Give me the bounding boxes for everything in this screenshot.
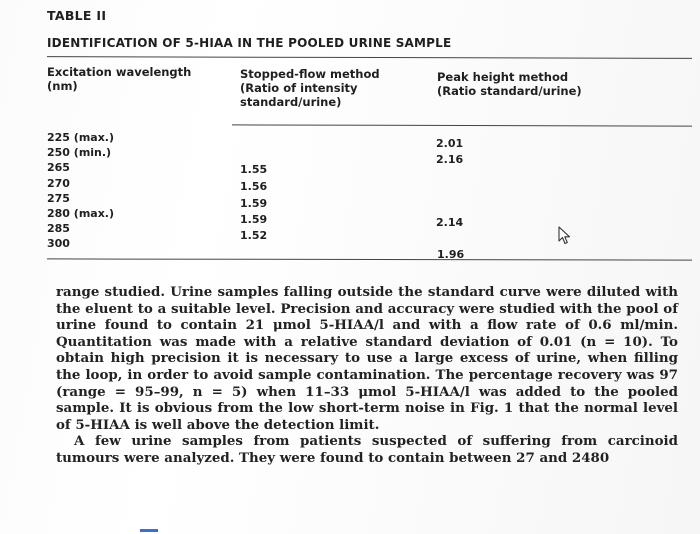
wavelength-cell: 300 <box>47 237 70 251</box>
body-paragraph: range studied. Urine samples falling outside the standard curve were diluted with the eluent to a suitable level. Precision and accuracy were studied with the pool of urine found to contain 21 μmol 5-HIAA/l and with a flow rate of 0.6 ml/min. Quantitation was made with a relative standard deviation of 0.01 (n = 10). To obtain high precision it is necessary to use a large excess of urine, when filling the loop, in order to avoid sample contamination. The percentage recovery was 97 (range = 95–99, n = 5) when 11–33 μmol 5-HIAA/l was added to the pooled sample. It is obvious from the low short-term noise in Fig. 1 that the normal level of 5-HIAA is well above the detection limit. <box>56 284 678 433</box>
table-title: IDENTIFICATION OF 5-HIAA IN THE POOLED URINE SAMPLE <box>47 36 452 50</box>
table-header-rule <box>232 124 692 126</box>
peak-height-cell: 2.16 <box>436 153 464 166</box>
peak-height-cell: 1.96 <box>437 248 465 261</box>
mouse-pointer-icon <box>557 226 573 250</box>
blue-mark <box>140 529 158 532</box>
wavelength-column <box>47 130 114 252</box>
wavelength-cell: 265 <box>47 161 70 175</box>
stopped-flow-cell: 1.59 <box>240 197 268 210</box>
peak-height-cell: 2.14 <box>436 216 464 229</box>
wavelength-cell: 285 <box>47 222 70 236</box>
wavelength-cell: 275 <box>47 191 70 205</box>
table-bottom-rule <box>47 258 692 260</box>
body-paragraph: A few urine samples from patients suspected of suffering from carcinoid tumours were analyzed. They were found to contain between 27 and 2480 <box>56 433 678 466</box>
header-peak-height: Peak height method (Ratio standard/urine) <box>437 70 582 98</box>
table-label: TABLE II <box>47 8 107 23</box>
stopped-flow-cell: 1.55 <box>240 163 268 176</box>
wavelength-cell: 250 (min.) <box>47 146 112 160</box>
header-excitation-wavelength: Excitation wavelength (nm) <box>47 65 192 93</box>
table-top-rule <box>47 56 692 59</box>
peak-height-cell: 2.01 <box>436 137 464 150</box>
stopped-flow-cell: 1.59 <box>240 213 268 226</box>
stopped-flow-cell: 1.52 <box>240 229 268 242</box>
wavelength-cell: 270 <box>47 176 70 190</box>
wavelength-cell: 280 (max.) <box>47 207 115 221</box>
stopped-flow-cell: 1.56 <box>240 180 268 193</box>
body-text <box>56 284 678 467</box>
header-stopped-flow: Stopped-flow method (Ratio of intensity standard/urine) <box>240 67 380 109</box>
wavelength-cell: 225 (max.) <box>47 131 115 144</box>
